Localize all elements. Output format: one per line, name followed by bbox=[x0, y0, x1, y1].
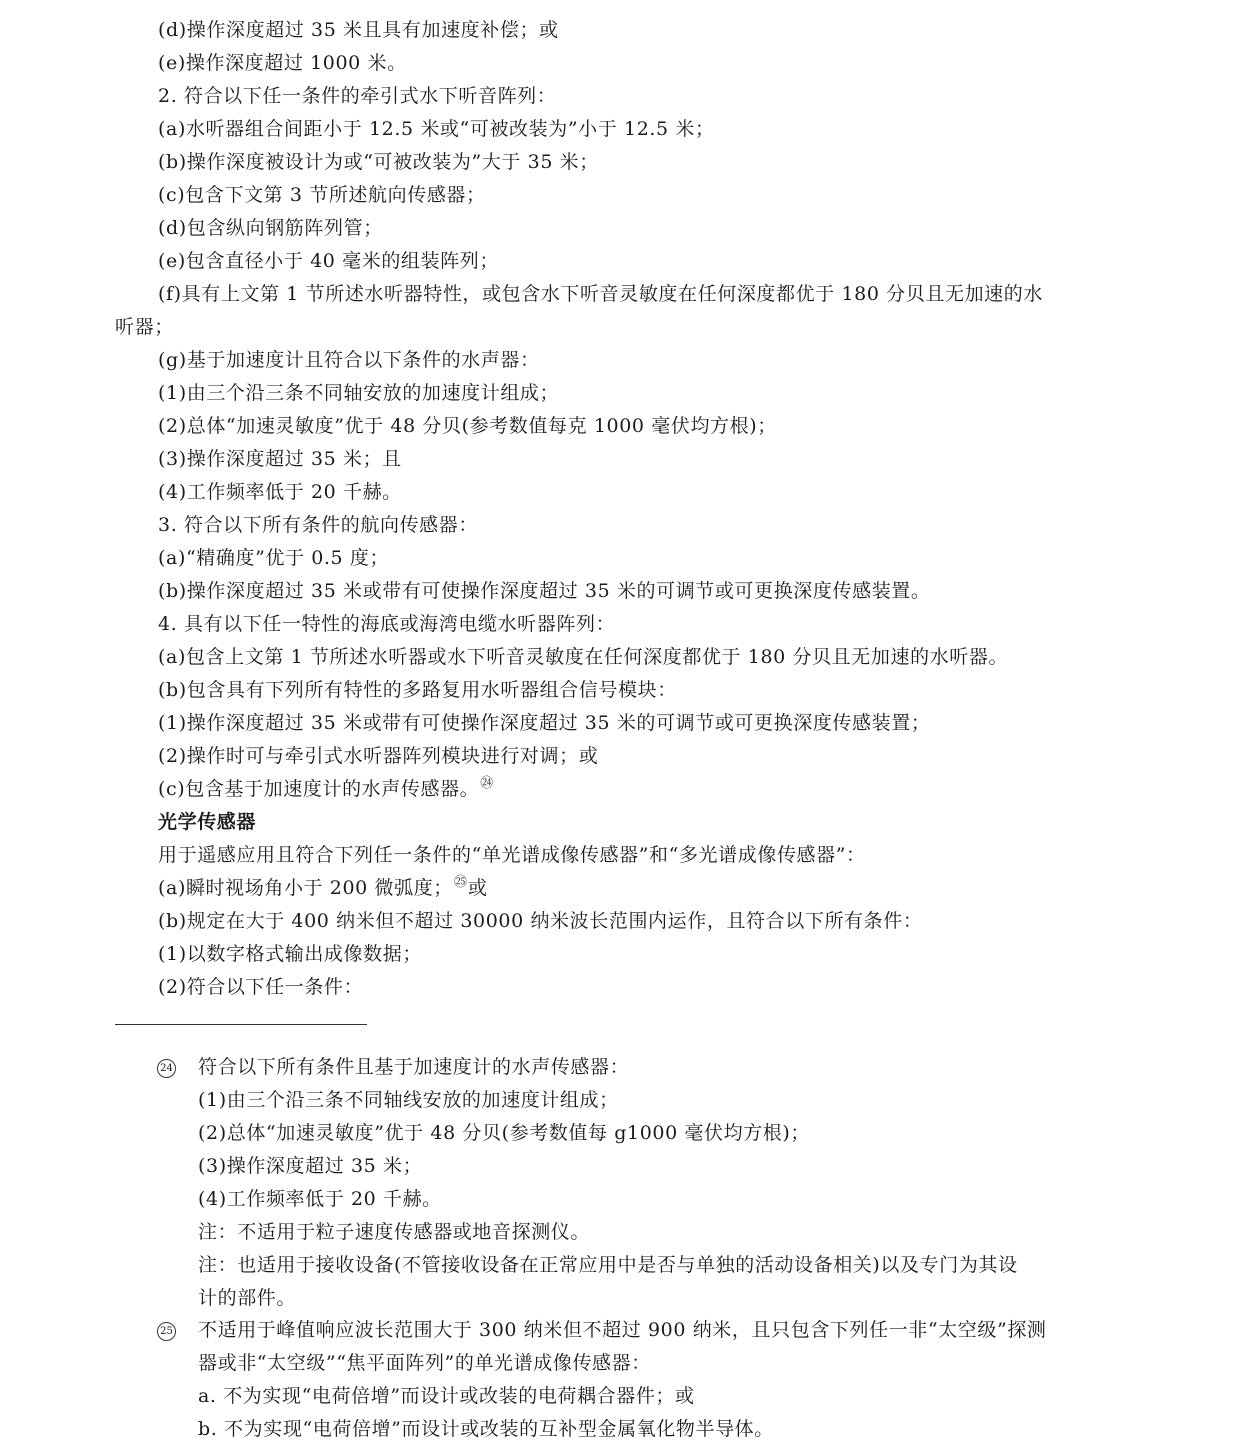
body-line: (4)工作频率低于 20 千赫。 bbox=[158, 481, 402, 503]
body-line: 听器； bbox=[115, 316, 174, 338]
body-line: (a)包含上文第 1 节所述水听器或水下听音灵敏度在任何深度都优于 180 分贝且无加速的水听器。 bbox=[158, 646, 1009, 668]
body-line: (1)由三个沿三条不同轴安放的加速度计组成； bbox=[158, 382, 560, 404]
body-line: (b)操作深度超过 35 米或带有可使操作深度超过 35 米的可调节或可更换深度传感装置。 bbox=[158, 580, 931, 602]
footnote-line: 器或非“太空级”“焦平面阵列”的单光谱成像传感器： bbox=[198, 1352, 651, 1374]
body-line: 4. 具有以下任一特性的海底或海湾电缆水听器阵列： bbox=[158, 613, 616, 635]
body-line-with-ref bbox=[158, 875, 488, 904]
body-line: 用于遥感应用且符合下列任一条件的“单光谱成像传感器”和“多光谱成像传感器”： bbox=[158, 844, 866, 866]
footnote-marker-24: 24 bbox=[157, 1059, 176, 1078]
body-line: (1)以数字格式输出成像数据； bbox=[158, 943, 422, 965]
footnote-separator bbox=[115, 1024, 367, 1025]
footnote-line: b. 不为实现“电荷倍增”而设计或改装的互补型金属氧化物半导体。 bbox=[198, 1418, 774, 1440]
body-line: (a)“精确度”优于 0.5 度； bbox=[158, 547, 390, 569]
footnote-line: (3)操作深度超过 35 米； bbox=[198, 1155, 423, 1177]
body-line: (a)水听器组合间距小于 12.5 米或“可被改装为”小于 12.5 米； bbox=[158, 118, 715, 140]
footnote-line: (2)总体“加速灵敏度”优于 48 分贝(参考数值每 g1000 毫伏均方根)； bbox=[198, 1122, 811, 1144]
footnote-line: 注：也适用于接收设备(不管接收设备在正常应用中是否与单独的活动设备相关)以及专门为其设 bbox=[198, 1254, 1018, 1276]
body-line: (2)操作时可与牵引式水听器阵列模块进行对调；或 bbox=[158, 745, 599, 767]
body-line: (e)操作深度超过 1000 米。 bbox=[158, 52, 407, 74]
body-line: (d)操作深度超过 35 米且具有加速度补偿；或 bbox=[158, 19, 559, 41]
body-line: (e)包含直径小于 40 毫米的组装阵列； bbox=[158, 250, 499, 272]
footnote-ref-25[interactable]: ㉕ bbox=[453, 875, 467, 890]
footnote-line: 计的部件。 bbox=[198, 1287, 297, 1309]
body-line: (b)操作深度被设计为或“可被改装为”大于 35 米； bbox=[158, 151, 599, 173]
body-line-tail: 或 bbox=[467, 877, 488, 899]
footnote-marker-25: 25 bbox=[157, 1322, 176, 1341]
footnote-line: (4)工作频率低于 20 千赫。 bbox=[198, 1188, 442, 1210]
body-line: (1)操作深度超过 35 米或带有可使操作深度超过 35 米的可调节或可更换深度传感装置； bbox=[158, 712, 931, 734]
body-line: 2. 符合以下任一条件的牵引式水下听音阵列： bbox=[158, 85, 557, 107]
body-line-text: (c)包含基于加速度计的水声传感器。 bbox=[158, 778, 480, 800]
footnote-ref-24[interactable]: ㉔ bbox=[480, 776, 494, 791]
body-line-text: (a)瞬时视场角小于 200 微弧度； bbox=[158, 877, 453, 899]
footnote-line: 符合以下所有条件且基于加速度计的水声传感器： bbox=[198, 1056, 630, 1078]
section-heading: 光学传感器 bbox=[158, 811, 257, 833]
body-line: (d)包含纵向钢筋阵列管； bbox=[158, 217, 383, 239]
body-line: (g)基于加速度计且符合以下条件的水声器： bbox=[158, 349, 540, 371]
footnote-line: 不适用于峰值响应波长范围大于 300 纳米但不超过 900 纳米，且只包含下列任一非“太空级”探测 bbox=[198, 1319, 1047, 1341]
body-line: 3. 符合以下所有条件的航向传感器： bbox=[158, 514, 478, 536]
footnote-line: 注：不适用于粒子速度传感器或地音探测仪。 bbox=[198, 1221, 591, 1243]
body-line-with-ref bbox=[158, 776, 494, 805]
body-line: (2)总体“加速灵敏度”优于 48 分贝(参考数值每克 1000 毫伏均方根)； bbox=[158, 415, 777, 437]
body-line: (3)操作深度超过 35 米；且 bbox=[158, 448, 402, 470]
body-line: (b)包含具有下列所有特性的多路复用水听器组合信号模块： bbox=[158, 679, 677, 701]
footnote-line: a. 不为实现“电荷倍增”而设计或改装的电荷耦合器件；或 bbox=[198, 1385, 695, 1407]
body-line: (b)规定在大于 400 纳米但不超过 30000 纳米波长范围内运作，且符合以下所有条件： bbox=[158, 910, 923, 932]
body-line: (2)符合以下任一条件： bbox=[158, 976, 364, 998]
footnote-line: (1)由三个沿三条不同轴线安放的加速度计组成； bbox=[198, 1089, 619, 1111]
body-line: (c)包含下文第 3 节所述航向传感器； bbox=[158, 184, 486, 206]
body-line: (f)具有上文第 1 节所述水听器特性，或包含水下听音灵敏度在任何深度都优于 180 分贝且无加速的水 bbox=[158, 283, 1043, 305]
